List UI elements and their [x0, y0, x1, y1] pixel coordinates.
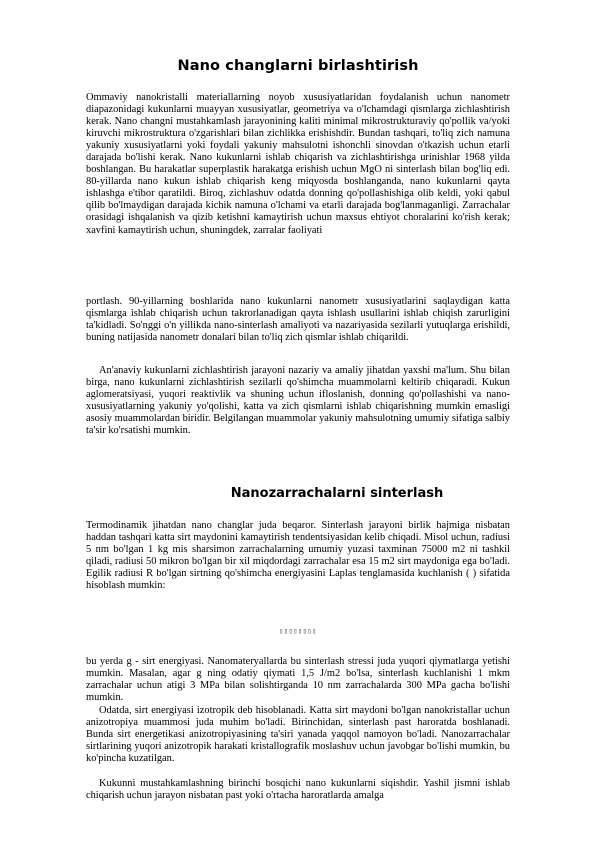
paragraph-intro: Ommaviy nanokristalli materiallarning noyob xususiyatlaridan foydalanish uchun nanometr diapazonidagi kukunlarni muayyan xususiyatlar, geometriya va o'lchamdagi qismlarga zichlashtirish kerak. Nano changni mustahkamlash jarayonining kaliti minimal mikrostrukturaviy qo'pollik va/yoki kiruvchi mikrostruktura o'zgarishlari bilan zichlikka erishishdir. Bundan tashqari, to'liq zich namuna yakuniy xususiyatlarni yoki foydali yakuniy mahsulotni ishonchli sinovdan o'tkazish uchun etarli darajada bo'lishi kerak. Nano kukunlarni ishlab chiqarish va zichlashtirishga urinishlar 1968 yilda boshlangan. Bu harakatlar superplastik harakatga erishish uchun MgO ni sinterlash bilan bog'liq edi. 80-yillarda nano kukun ishlab chiqarish keng miqyosda boshlanganda, nano kukunlarni qayta ishlashga e'tibor qaratildi. Biroq, zichlashuv odatda donning qo'pollashishiga olib keldi, yoki qabul qilib bo'lmaydigan darajada kichik namuna o'lchami va etarli darajada bog'lanmaganligi. Zarrachalar orasidagi ishqalanish va qizib ketishni kamaytirish uchun maxsus ehtiyot choralarini ko'rish kerak; xavfini kamaytirish uchun, shuningdek, zarralar faoliyati — [86, 92, 510, 236]
paragraph-history: portlash. 90-yillarning boshlarida nano kukunlarni nanometr xususiyatlarini saqlaydigan katta qismlarga ishlab chiqarish uchun takrorlanadigan qayta ishlash usullarini ishlab chiqish zarurligini ta'kidladi. So'nggi o'n yillikda nano-sinterlash amaliyoti va nazariyasida sezilarli yutuqlarga erishildi, buning natijasida nanometr donalari bilan to'liq zich qismlar ishlab chiqarildi. — [86, 296, 510, 344]
paragraph-compaction: Kukunni mustahkamlashning birinchi bosqichi nano kukunlarni siqishdir. Yashil jismni ishlab chiqarish uchun jarayon nisbatan past yoki o'rtacha haroratlarda amalga — [86, 778, 510, 802]
paragraph-surface-energy: bu yerda g - sirt energiyasi. Nanomateryallarda bu sinterlash stressi juda yuqori qiymatlarga yetishi mumkin. Masalan, agar g ning odatiy qiymati 1,5 J/m2 bo'lsa, sinterlash kuchlanishi 1 mkm zarrachalar uchun atigi 3 MPa bilan solishtirganda 10 nm zarrachalarda 300 MPa gacha bo'lishi mumkin. — [86, 656, 510, 704]
page-title: Nano changlarni birlashtirish — [177, 58, 419, 74]
paragraph-problems: An'anaviy kukunlarni zichlashtirish jarayoni nazariy va amaliy jihatdan yaxshi ma'lum. Shu bilan birga, nano kukunlarni zichlashtirish sezilarli qo'shimcha muammolarni keltirib chiqaradi. Kukun aglomeratsiyasi, yuqori reaktivlik va shuning uchun ifloslanish, donning qo'pollashishi va nano-xususiyatlarning yakuniy yo'qolishi, katta va zich qismlarni ishlab chiqarishning mumkin emasligi asosiy muammolardan biridir. Belgilangan muammolar yakuniy mahsulotning umumiy sifatiga salbiy ta'sir ko'rsatishi mumkin. — [86, 365, 510, 437]
paragraph-anisotropy: Odatda, sirt energiyasi izotropik deb hisoblanadi. Katta sirt maydoni bo'lgan nanokristallar uchun anizotropiya muammosi juda muhim bo'ladi. Birinchidan, sinterlash past haroratda boshlanadi. Bunda sirt energetikasi anizotropiyasining ta'siri yanada yaqqol namoyon bo'ladi. Nanozarrachalar sirtlarining yuqori anizotropik harakati kristallografik moslashuv uchun javobgar bo'lishi mumkin, bu ko'pincha kuzatilgan. — [86, 705, 510, 765]
section-heading: Nanozarrachalarni sinterlash — [230, 486, 444, 501]
laplace-equation-placeholder: ▯▯▯▯▯▯▯▯ — [279, 627, 317, 635]
paragraph-thermodynamics: Termodinamik jihatdan nano changlar juda beqaror. Sinterlash jarayoni birlik hajmiga nisbatan haddan tashqari katta sirt maydonini kamaytirish tendentsiyasidan kelib chiqadi. Misol uchun, radiusi 5 nm bo'lgan 1 kg mis sharsimon zarrachalarning umumiy yuzasi taxminan 75000 m2 ni tashkil qiladi, radiusi 50 mikron bo'lgan bir xil miqdordagi zarrachalar esa 15 m2 sirt maydoniga ega bo'ladi. Egilik radiusi R bo'lgan sirtning qo'shimcha energiyasini Laplas tenglamasida kuchlanish ( ) sifatida hisoblash mumkin: — [86, 520, 510, 592]
